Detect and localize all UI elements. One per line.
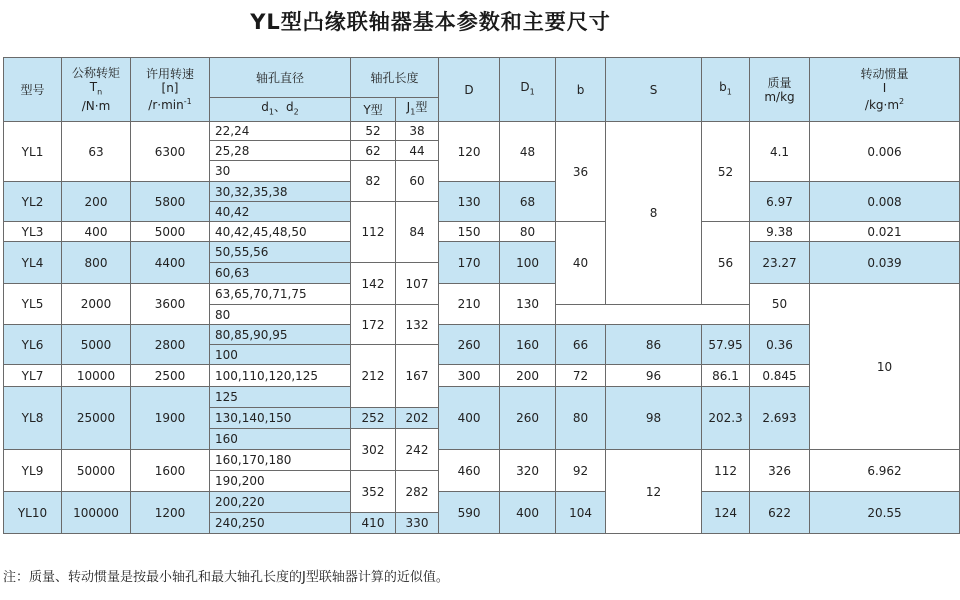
table-row-model: YL3: [4, 222, 62, 242]
table-row-model: YL9: [4, 450, 62, 492]
table-cell-inertia: 2.693: [750, 387, 810, 450]
table-cell-bore: 22,24: [210, 122, 351, 141]
table-cell-D1: 80: [500, 222, 556, 242]
table-cell-b: 104: [556, 492, 606, 534]
table-cell-bore: 80: [210, 305, 351, 325]
header-S: S: [606, 58, 702, 122]
table-cell-speed: 1900: [131, 387, 210, 450]
table-cell-bore: 63,65,70,71,75: [210, 284, 351, 305]
table-cell-mass: 622: [750, 492, 810, 534]
spec-table: [3, 57, 960, 534]
table-cell-inertia: 6.962: [810, 450, 960, 492]
table-cell-speed: 3600: [131, 284, 210, 325]
table-cell-mass: 57.95: [702, 325, 750, 365]
table-cell-D1: 68: [500, 182, 556, 222]
table-row-model: YL1: [4, 122, 62, 182]
page-title: YL型凸缘联轴器基本参数和主要尺寸: [250, 10, 611, 34]
table-cell-speed: 5800: [131, 182, 210, 222]
table-cell-b: 80: [556, 387, 606, 450]
table-cell-torque: 100000: [62, 492, 131, 534]
table-cell-b: 50: [750, 284, 810, 325]
table-cell-D: 170: [439, 242, 500, 284]
header-model: 型号: [4, 58, 62, 122]
header-D1: $D_1$: [500, 58, 556, 122]
table-cell-bore: 100,110,120,125: [210, 365, 351, 387]
table-cell-bore: 200,220: [210, 492, 351, 513]
header-torque: 公称转矩 $T_n$ /N·m: [62, 58, 131, 122]
table-cell-mass: 202.3: [702, 387, 750, 450]
table-cell-b1-shared: 56: [702, 222, 750, 305]
table-cell-torque: 5000: [62, 325, 131, 365]
table-cell-b1: 98: [606, 387, 702, 450]
table-cell-j-length: 202: [396, 408, 439, 429]
table-cell-torque: 10000: [62, 365, 131, 387]
table-cell-b1: 112: [702, 450, 750, 492]
table-cell-D: 400: [439, 387, 500, 450]
header-bore-diameter: 轴孔直径: [210, 58, 351, 98]
table-cell-speed: 1200: [131, 492, 210, 534]
header-D: D: [439, 58, 500, 122]
table-cell-b1: 96: [606, 365, 702, 387]
table-cell-j-length: 132: [396, 305, 439, 345]
table-row-model: YL7: [4, 365, 62, 387]
table-cell-y-length: 62: [351, 141, 396, 161]
table-cell-inertia: 0.845: [750, 365, 810, 387]
table-cell-S-shared: 10: [810, 284, 960, 450]
table-cell-D: 460: [439, 450, 500, 492]
table-cell-bore: 160: [210, 429, 351, 450]
table-cell-mass: 23.27: [750, 242, 810, 284]
table-cell-bore: 130,140,150: [210, 408, 351, 429]
table-cell-torque: 25000: [62, 387, 131, 450]
table-cell-S-shared: 12: [606, 450, 702, 534]
table-cell-bore: 40,42: [210, 202, 351, 222]
table-row-model: YL8: [4, 387, 62, 450]
table-cell-b1-shared: 52: [702, 122, 750, 222]
table-cell-bore: 60,63: [210, 263, 351, 284]
table-cell-D: 150: [439, 222, 500, 242]
table-cell-mass: 4.1: [750, 122, 810, 182]
table-cell-bore: 30: [210, 161, 351, 182]
table-row-model: YL10: [4, 492, 62, 534]
table-cell-y-length: 112: [351, 202, 396, 263]
table-cell-D: 210: [439, 284, 500, 325]
header-y-type: Y型: [351, 98, 396, 122]
table-cell-y-length: 82: [351, 161, 396, 202]
table-cell-y-length: 52: [351, 122, 396, 141]
table-row-model: YL6: [4, 325, 62, 365]
table-cell-j-length: 60: [396, 161, 439, 202]
table-cell-D: 120: [439, 122, 500, 182]
table-cell-y-length: 352: [351, 471, 396, 513]
table-cell-mass: 9.38: [750, 222, 810, 242]
table-cell-torque: 63: [62, 122, 131, 182]
table-cell-speed: 5000: [131, 222, 210, 242]
table-cell-D1: 200: [500, 365, 556, 387]
header-b1: $b_1$: [702, 58, 750, 122]
table-cell-inertia: 0.039: [810, 242, 960, 284]
table-cell-bore: 25,28: [210, 141, 351, 161]
table-cell-torque: 200: [62, 182, 131, 222]
table-cell-D1: 100: [500, 242, 556, 284]
table-cell-j-length: 282: [396, 471, 439, 513]
table-cell-bore: 30,32,35,38: [210, 182, 351, 202]
table-cell-bore: 50,55,56: [210, 242, 351, 263]
table-cell-mass: 6.97: [750, 182, 810, 222]
table-cell-inertia: 0.021: [810, 222, 960, 242]
table-cell-D1: 48: [500, 122, 556, 182]
table-cell-D: 590: [439, 492, 500, 534]
table-cell-j-length: 242: [396, 429, 439, 471]
table-cell-bore: 160,170,180: [210, 450, 351, 471]
table-row-model: YL2: [4, 182, 62, 222]
table-cell-b: 66: [556, 325, 606, 365]
table-cell-D1: 260: [500, 387, 556, 450]
table-cell-y-length: 252: [351, 408, 396, 429]
table-cell-bore: 100: [210, 345, 351, 365]
table-row-model: YL5: [4, 284, 62, 325]
table-cell-b-shared: 40: [556, 222, 606, 305]
table-cell-D: 130: [439, 182, 500, 222]
table-cell-bore: 40,42,45,48,50: [210, 222, 351, 242]
table-cell-y-length: 172: [351, 305, 396, 345]
table-cell-D1: 400: [500, 492, 556, 534]
table-cell-inertia: 20.55: [810, 492, 960, 534]
table-cell-j-length: 107: [396, 263, 439, 305]
table-cell-torque: 50000: [62, 450, 131, 492]
table-cell-torque: 2000: [62, 284, 131, 325]
table-cell-y-length: 302: [351, 429, 396, 471]
header-inertia: 转动惯量 I $/kg\cdot m^2$: [810, 58, 960, 122]
table-cell-j-length: 44: [396, 141, 439, 161]
table-cell-inertia: 0.008: [810, 182, 960, 222]
table-cell-j-length: 167: [396, 345, 439, 408]
table-cell-speed: 1600: [131, 450, 210, 492]
table-cell-speed: 4400: [131, 242, 210, 284]
table-cell-j-length: 38: [396, 122, 439, 141]
table-cell-y-length: 410: [351, 513, 396, 534]
footnote: 注：质量、转动惯量是按最小轴孔和最大轴孔长度的J型联轴器计算的近似值。: [3, 570, 449, 585]
table-cell-j-length: 84: [396, 202, 439, 263]
header-bore-length: 轴孔长度: [351, 58, 439, 98]
table-cell-speed: 6300: [131, 122, 210, 182]
table-cell-b-shared: 36: [556, 122, 606, 222]
table-cell-S-shared: 8: [606, 122, 702, 305]
table-row-model: YL4: [4, 242, 62, 284]
table-cell-y-length: 142: [351, 263, 396, 305]
table-cell-D1: 320: [500, 450, 556, 492]
table-cell-b1: 124: [702, 492, 750, 534]
table-cell-inertia: 0.36: [750, 325, 810, 365]
table-cell-b1: 86: [606, 325, 702, 365]
header-mass: 质量 m/kg: [750, 58, 810, 122]
table-cell-bore: 125: [210, 387, 351, 408]
header-speed: 许用转速 [n] $/r\cdot\min^{-1}$: [131, 58, 210, 122]
table-cell-torque: 400: [62, 222, 131, 242]
table-cell-torque: 800: [62, 242, 131, 284]
table-cell-y-length: 212: [351, 345, 396, 408]
table-cell-b: 92: [556, 450, 606, 492]
header-bore-d: $d_1$、$d_2$: [210, 98, 351, 122]
table-cell-D1: 160: [500, 325, 556, 365]
table-cell-bore: 190,200: [210, 471, 351, 492]
header-j-type: $J_1$型: [396, 98, 439, 122]
table-cell-speed: 2800: [131, 325, 210, 365]
table-cell-j-length: 330: [396, 513, 439, 534]
table-cell-bore: 240,250: [210, 513, 351, 534]
table-cell-b: 72: [556, 365, 606, 387]
table-cell-inertia: 0.006: [810, 122, 960, 182]
table-cell-mass: 86.1: [702, 365, 750, 387]
table-cell-speed: 2500: [131, 365, 210, 387]
table-cell-D: 260: [439, 325, 500, 365]
table-cell-D1: 130: [500, 284, 556, 325]
table-cell-D: 300: [439, 365, 500, 387]
header-b: b: [556, 58, 606, 122]
table-cell-bore: 80,85,90,95: [210, 325, 351, 345]
table-cell-mass: 326: [750, 450, 810, 492]
